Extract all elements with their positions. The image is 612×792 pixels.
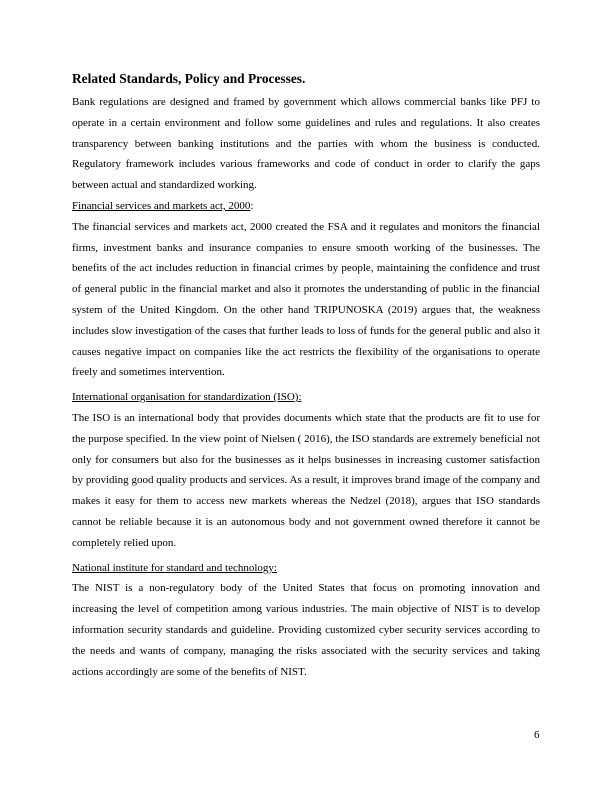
fsma-subheading-colon: : (250, 199, 254, 212)
nist-paragraph: The NIST is a non-regulatory body of the United States that focus on promoting innovation and increasing the level of competition among various industries. The main objective of NIST is to develop information security standards and guideline. Providing customized cyber security services according to the needs and wants of company, managing the risks associated with the security services and taking actions accordingly are some of the benefits of NIST. (72, 582, 540, 678)
section-heading: Related Standards, Policy and Processes. (72, 71, 306, 86)
iso-subheading: International organisation for standardization (ISO): (72, 391, 302, 404)
document-page (72, 70, 540, 682)
fsma-subheading: Financial services and markets act, 2000 (72, 199, 251, 212)
page-number: 6 (534, 729, 540, 741)
fsma-paragraph: The financial services and markets act, 2000 created the FSA and it regulates and monitors the financial firms, investment banks and insurance companies to ensure smooth working of the businesses. The benefits of the act includes reduction in financial crimes by people, maintaining the confidence and trust of general public in the financial market and also it promotes the understanding of public in the financial system of the United Kingdom. On the other hand TRIPUNOSKA (2019) argues that, the weakness includes slow investigation of the cases that further leads to loss of funds for the general public and also it causes negative impact on companies like the act restricts the flexibility of the organisations to operate freely and sometimes intervention. (72, 220, 540, 379)
nist-subheading: National institute for standard and technology: (72, 561, 277, 574)
fsma-heading-line (72, 196, 540, 217)
intro-paragraph: Bank regulations are designed and framed by government which allows commercial banks like PFJ to operate in a certain environment and follow some guidelines and rules and regulations. It also creates transparency between banking institutions and the parties with whom the business is conducted. Regulatory framework includes various frameworks and code of conduct in order to clarify the gaps between actual and standardized working. (72, 96, 540, 192)
iso-paragraph: The ISO is an international body that provides documents which state that the products are fit to use for the purpose specified. In the view point of Nielsen ( 2016), the ISO standards are extremely beneficial not only for consumers but also for the businesses as it helps businesses in increasing customer satisfaction by providing good quality products and services. As a result, it improves brand image of the company and makes it easy for them to access new markets whereas the Nedzel (2018), argues that ISO standards cannot be reliable because it is an autonomous body and not government owned therefore it cannot be completely relied upon. (72, 411, 540, 549)
